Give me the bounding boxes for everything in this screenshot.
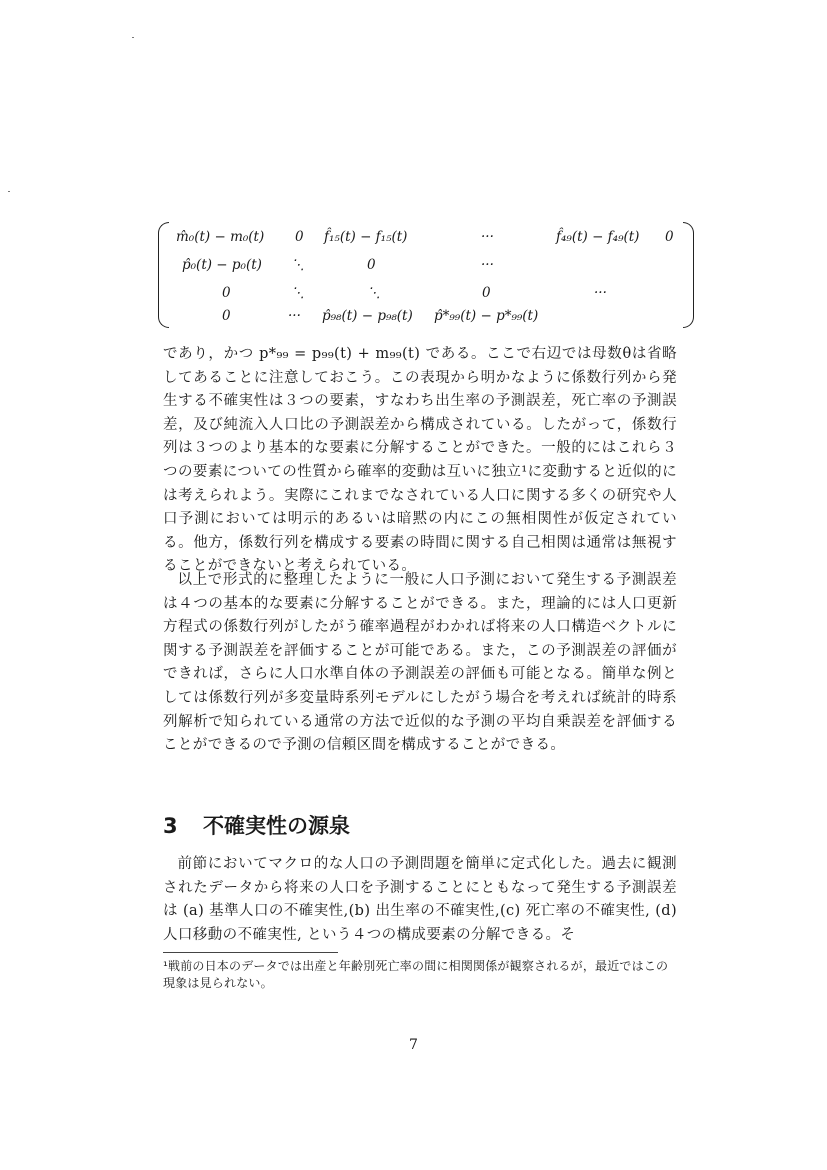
coefficient-error-matrix [158,222,694,332]
section-title: 不確実性の源泉 [203,814,350,838]
matrix-cell: 0 [295,229,304,245]
matrix-cell: f̂₄₉(t) − f₄₉(t) [556,229,640,245]
matrix-cell: p̂*₉₉(t) − p*₉₉(t) [434,308,539,324]
matrix-cell: ⋱ [367,285,381,301]
matrix-cell: p̂₉₈(t) − p₉₈(t) [322,308,413,324]
matrix-cell: 0 [665,229,674,245]
matrix-cell: ··· [481,229,494,245]
scan-speck-left [8,191,10,192]
matrix-cell: m̂₀(t) − m₀(t) [176,229,265,245]
page-number: 7 [409,1037,418,1053]
footnote: ¹戦前の日本のデータでは出産と年齢別死亡率の間に相関関係が観察されるが，最近ではこの現象は見られない。 [163,959,669,990]
matrix-cell: 0 [482,285,491,301]
scan-speck-top [132,37,134,38]
footnote-divider [163,952,338,953]
matrix-left-parenthesis [158,222,169,328]
matrix-right-parenthesis [683,222,694,328]
matrix-cell: 0 [222,308,231,324]
body-paragraph-1: であり，かつ p*₉₉ = p₉₉(t) + m₉₉(t) である。ここで右辺では母数θは省略してあることに注意しておこう。この表現から明かなように係数行列から発生する不確実性は３つの要素，すなわち出生率の予測誤差，死亡率の予測誤差，及び純流入人口比の予測誤差から構成されている。したがって，係数行列は３つのより基本的な要素に分解することができた。一般的にはこれら３つの要素についての性質から確率的変動は互いに独立¹に変動すると近似的には考えられよう。実際にこれまでなされている人口に関する多くの研究や人口予測においては明示的あるいは暗黙の内にこの無相関性が仮定されている。他方，係数行列を構成する要素の時間に関する自己相関は通常は無視することができないと考えられている。 [163,346,677,575]
matrix-cell: 0 [222,285,231,301]
matrix-cell: ··· [481,257,494,273]
body-paragraph-3: 前節においてマクロ的な人口の予測問題を簡単に定式化した。過去に観測されたデータから将来の人口を予測することにともなって発生する予測誤差は (a) 基準人口の不確実性,(b) 出生率の不確実性,(c) 死亡率の不確実性, (d) 人口移動の不確実性, という４つの構成要素の分解できる。そ [163,856,677,943]
matrix-cell: ··· [288,308,301,324]
body-paragraph-2: 以上で形式的に整理したように一般に人口予測において発生する予測誤差は４つの基本的な要素に分解することができる。また，理論的には人口更新方程式の係数行列がしたがう確率過程がわかれば将来の人口構造ベクトルに関する予測誤差を評価することが可能である。また，この予測誤差の評価ができれば，さらに人口水準自体の予測誤差の評価も可能となる。簡単な例としては係数行列が多変量時系列モデルにしたがう場合を考えれば統計的時系列解析で知られている通常の方法で近似的な予測の平均自乗誤差を評価することができるので予測の信頼区間を構成することができる。 [163,572,677,754]
matrix-cell: ⋱ [291,257,305,273]
matrix-cell: p̂₀(t) − p₀(t) [182,257,262,273]
matrix-cell: ··· [594,285,607,301]
matrix-cell: f̂₁₅(t) − f₁₅(t) [324,229,408,245]
section-number: 3 [163,814,178,838]
section-heading [163,810,350,840]
matrix-cell: ⋱ [291,285,305,301]
matrix-cell: 0 [367,257,376,273]
